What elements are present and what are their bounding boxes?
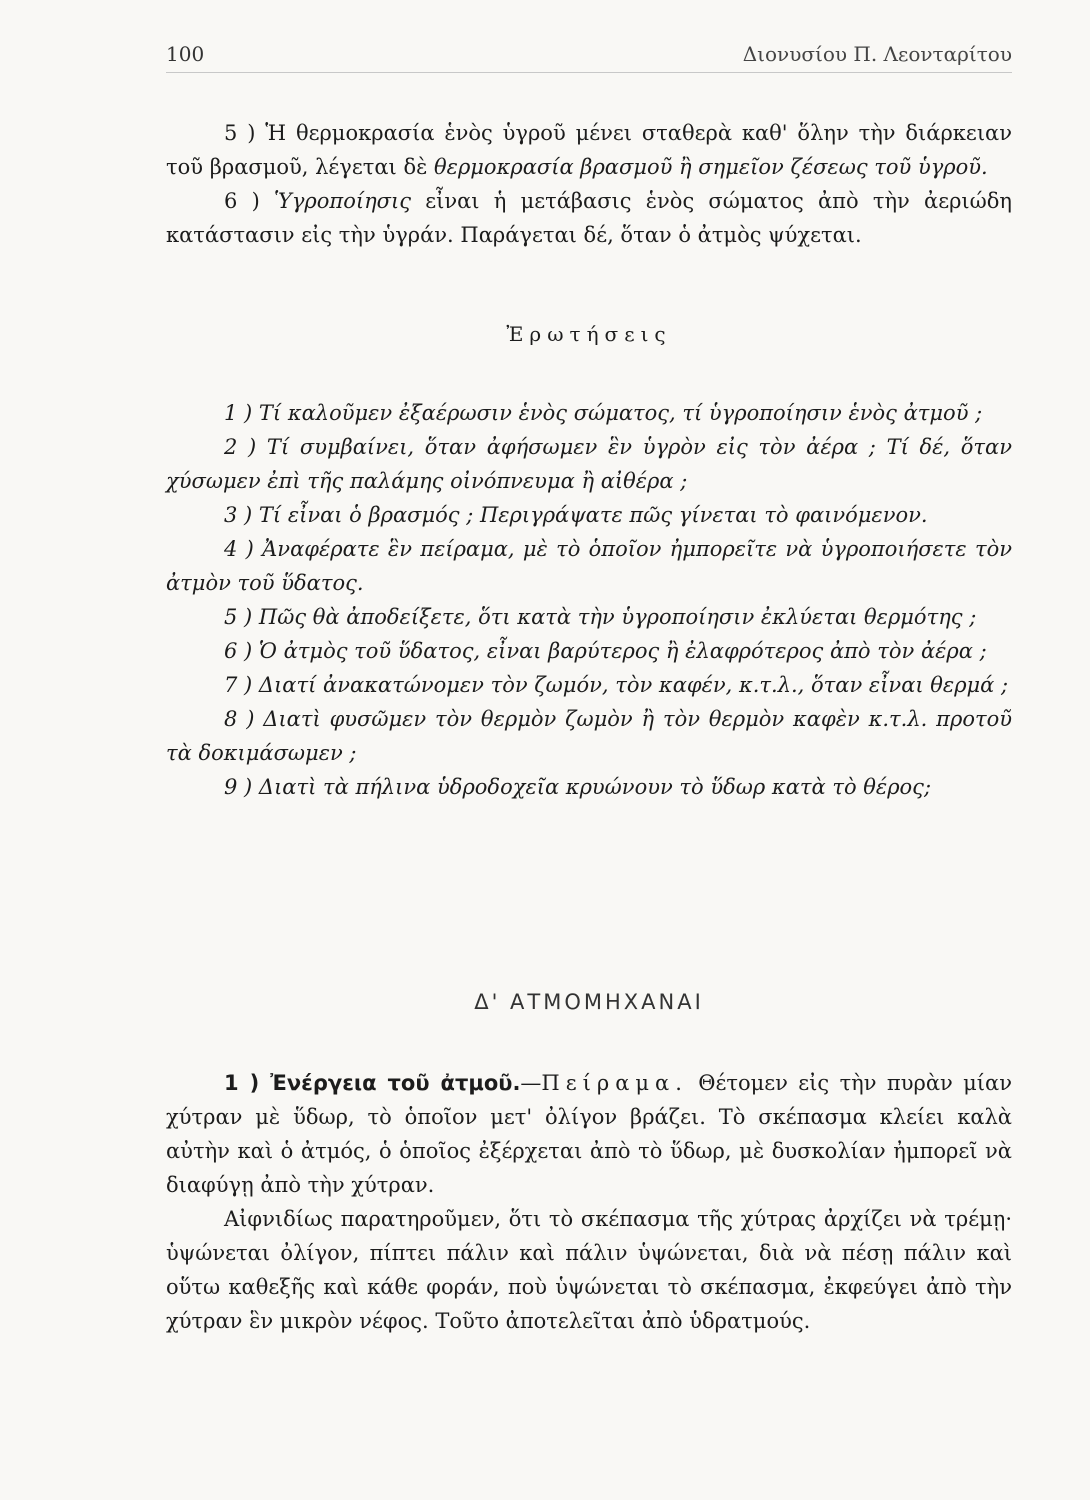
definition-5 [166, 116, 1012, 184]
section-paragraph-1 [166, 1066, 1012, 1202]
question-item: 2 ) Τί συμβαίνει, ὅταν ἀφήσωμεν ἓν ὑγρὸν εἰς τὸν ἀέρα ; Τί δέ, ὅταν χύσωμεν ἐπὶ τῆς παλάμης οἰνόπνευμα ἢ αἰθέρα ; [166, 435, 1012, 493]
definition-6-text: εἶναι ἡ μετάβασις ἑνὸς σώματος ἀπὸ τὴν ἀεριώδη κατάστασιν εἰς τὴν ὑγράν. Παράγεται δέ, ὅταν ὁ ἀτμὸς ψύχεται. [166, 189, 1013, 247]
question-item: 7 ) Διατί ἀνακατώνομεν τὸν ζωμόν, τὸν καφέν, κ.τ.λ., ὅταν εἶναι θερμά ; [224, 673, 1009, 697]
definitions-block [166, 116, 1012, 252]
questions-heading: Ἐρωτήσεις [506, 322, 672, 346]
section-lead: 1 ) Ἐνέργεια τοῦ ἀτμοῦ. [224, 1071, 521, 1095]
question-item: 9 ) Διατὶ τὰ πήλινα ὑδροδοχεῖα κρυώνουν τὸ ὕδωρ κατὰ τὸ θέρος; [224, 775, 932, 799]
section-dash: — [520, 1071, 542, 1095]
questions-list [166, 396, 1012, 804]
section-paragraph-1-text: Θέτομεν εἰς τὴν πυρὰν μίαν χύτραν μὲ ὕδωρ, τὸ ὁποῖον μετ' ὀλίγον βράζει. Τὸ σκέπασμα κλείει καλὰ αὐτὴν καὶ ὁ ἀτμός, ὁ ὁποῖος ἐξέρχεται ἀπὸ τὸ ὕδωρ, μὲ δυσκολίαν ἠμπορεῖ νὰ διαφύγῃ ἀπὸ τὴν χύτραν. [166, 1071, 1012, 1197]
definition-6 [166, 184, 1012, 252]
section-body [166, 1066, 1012, 1338]
page-header [166, 38, 1012, 73]
definition-6-number: 6 ) [224, 189, 275, 213]
page-number: 100 [166, 42, 205, 66]
question-item: 8 ) Διατὶ φυσῶμεν τὸν θερμὸν ζωμὸν ἢ τὸν θερμὸν καφὲν κ.τ.λ. προτοῦ τὰ δοκιμάσωμεν ; [166, 707, 1012, 765]
definition-5-text: 5 ) Ἡ θερμοκρασία ἑνὸς ὑγροῦ μένει σταθερὰ καθ' ὅλην τὴν διάρκειαν τοῦ βρασμοῦ, λέγεται δὲ [166, 121, 1012, 179]
section-heading: Δ' ΑΤΜΟΜΗΧΑΝΑΙ [474, 990, 704, 1014]
question-item: 6 ) Ὁ ἀτμὸς τοῦ ὕδατος, εἶναι βαρύτερος ἢ ἐλαφρότερος ἀπὸ τὸν ἀέρα ; [224, 639, 987, 663]
question-item: 5 ) Πῶς θὰ ἀποδείξετε, ὅτι κατὰ τὴν ὑγροποίησιν ἐκλύεται θερμότης ; [224, 605, 977, 629]
definition-6-term: Ὑγροποίησις [274, 189, 412, 213]
question-item: 1 ) Τί καλοῦμεν ἐξαέρωσιν ἑνὸς σώματος, τί ὑγροποίησιν ἑνὸς ἀτμοῦ ; [224, 401, 983, 425]
running-head: Διονυσίου Π. Λεονταρίτου [742, 42, 1012, 66]
experiment-label: Πείραμα. [541, 1071, 688, 1095]
section-paragraph-2: Αἰφνιδίως παρατηροῦμεν, ὅτι τὸ σκέπασμα τῆς χύτρας ἀρχίζει νὰ τρέμῃ· ὑψώνεται ὀλίγον, πίπτει πάλιν καὶ πάλιν ὑψώνεται, διὰ νὰ πέσῃ πάλιν καὶ οὕτω καθεξῆς καὶ κάθε φοράν, ποὺ ὑψώνεται τὸ σκέπασμα, ἐκφεύγει ἀπὸ τὴν χύτραν ἓν μικρὸν νέφος. Τοῦτο ἀποτελεῖται ἀπὸ ὑδρατμούς. [166, 1207, 1012, 1333]
question-item: 3 ) Τί εἶναι ὁ βρασμός ; Περιγράψατε πῶς γίνεται τὸ φαινόμενον. [224, 503, 928, 527]
question-item: 4 ) Ἀναφέρατε ἓν πείραμα, μὲ τὸ ὁποῖον ἠμπορεῖτε νὰ ὑγροποιήσετε τὸν ἀτμὸν τοῦ ὕδατος. [166, 537, 1012, 595]
definition-5-term: θερμοκρασία βρασμοῦ ἢ σημεῖον ζέσεως τοῦ ὑγροῦ. [434, 155, 988, 179]
